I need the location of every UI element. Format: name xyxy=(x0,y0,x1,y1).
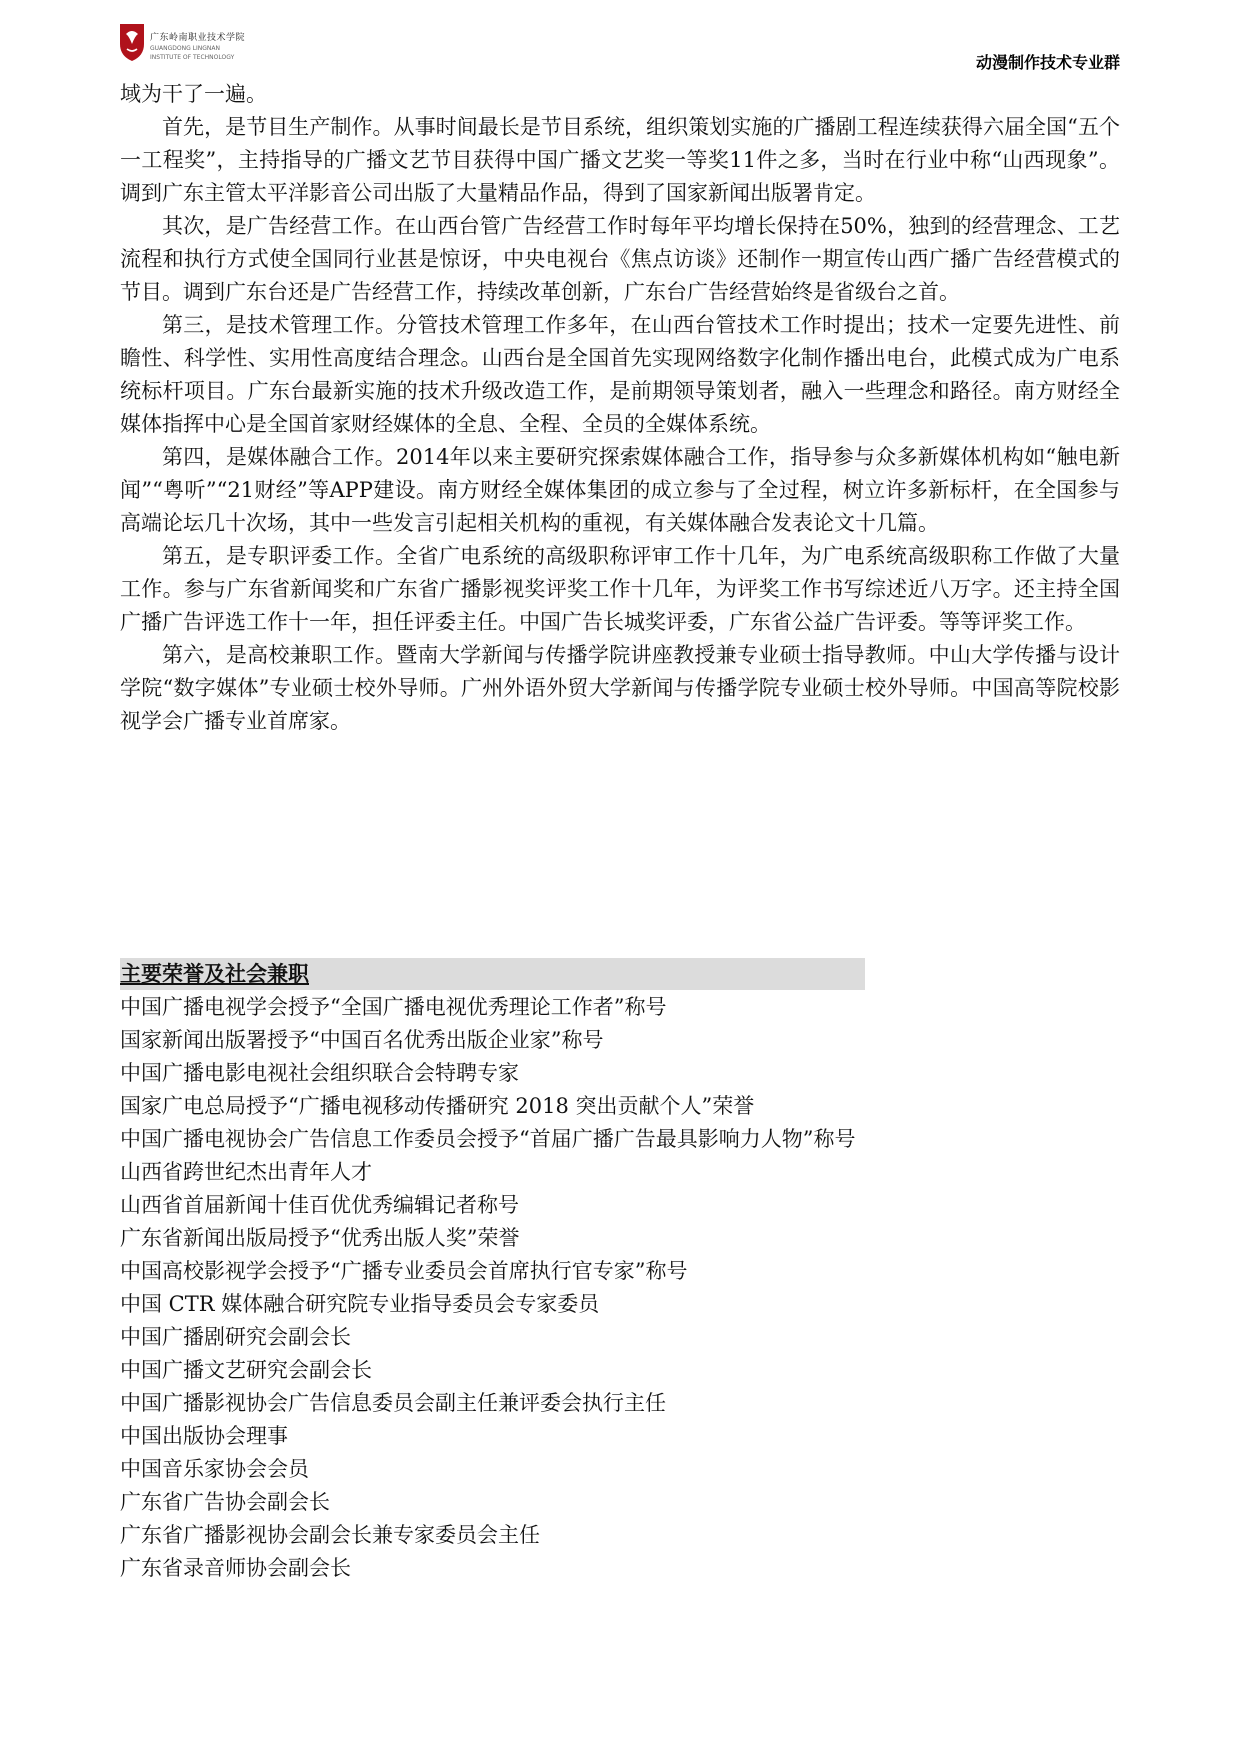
list-item: 中国广播影视协会广告信息委员会副主任兼评委会执行主任 xyxy=(120,1391,666,1415)
honors-heading-text: 主要荣誉及社会兼职 xyxy=(120,962,309,986)
list-item: 广东省广告协会副会长 xyxy=(120,1490,330,1514)
paragraph-continuation: 域为干了一遍。 xyxy=(120,82,267,106)
list-item: 广东省录音师协会副会长 xyxy=(120,1556,351,1580)
list-item: 山西省跨世纪杰出青年人才 xyxy=(120,1160,372,1184)
list-item: 国家新闻出版署授予“中国百名优秀出版企业家”称号 xyxy=(120,1028,604,1052)
header-title: 动漫制作技术专业群 xyxy=(975,53,1120,72)
list-item: 中国高校影视学会授予“广播专业委员会首席执行官专家”称号 xyxy=(120,1259,688,1283)
paragraph-university-positions: 第六，是高校兼职工作。暨南大学新闻与传播学院讲座教授兼专业硕士指导教师。中山大学传播与设计学院“数字媒体”专业硕士校外导师。广州外语外贸大学新闻与传播学院专业硕士校外导师。中国高等院校影视学会广播专业首席家。 xyxy=(120,643,1120,733)
list-item: 中国音乐家协会会员 xyxy=(120,1457,309,1481)
school-emblem-icon xyxy=(118,22,146,62)
list-item: 广东省新闻出版局授予“优秀出版人奖”荣誉 xyxy=(120,1226,520,1250)
list-item: 中国广播电影电视社会组织联合会特聘专家 xyxy=(120,1061,519,1085)
paragraph-program-production: 首先，是节目生产制作。从事时间最长是节目系统，组织策划实施的广播剧工程连续获得六届全国“五个一工程奖”，主持指导的广播文艺节目获得中国广播文艺奖一等奖11件之多，当时在行业中称“山西现象”。调到广东主管太平洋影音公司出版了大量精品作品，得到了国家新闻出版署肯定。 xyxy=(120,115,1120,205)
list-item: 中国广播电视协会广告信息工作委员会授予“首届广播广告最具影响力人物”称号 xyxy=(120,1127,856,1151)
list-item: 山西省首届新闻十佳百优优秀编辑记者称号 xyxy=(120,1193,519,1217)
list-item: 中国广播文艺研究会副会长 xyxy=(120,1358,372,1382)
list-item: 中国广播剧研究会副会长 xyxy=(120,1325,351,1349)
list-item: 广东省广播影视协会副会长兼专家委员会主任 xyxy=(120,1523,540,1547)
school-logo xyxy=(118,22,248,68)
list-item: 中国 CTR 媒体融合研究院专业指导委员会专家委员 xyxy=(120,1292,600,1316)
paragraph-advertising: 其次，是广告经营工作。在山西台管广告经营工作时每年平均增长保持在50%，独到的经营理念、工艺流程和执行方式使全国同行业甚是惊讶，中央电视台《焦点访谈》还制作一期宣传山西广播广告经营模式的节目。调到广东台还是广告经营工作，持续改革创新，广东台广告经营始终是省级台之首。 xyxy=(120,214,1120,304)
list-item: 国家广电总局授予“广播电视移动传播研究 2018 突出贡献个人”荣誉 xyxy=(120,1094,755,1118)
list-item: 中国广播电视学会授予“全国广播电视优秀理论工作者”称号 xyxy=(120,995,667,1019)
paragraph-judging: 第五，是专职评委工作。全省广电系统的高级职称评审工作十几年，为广电系统高级职称工作做了大量工作。参与广东省新闻奖和广东省广播影视奖评奖工作十几年，为评奖工作书写综述近八万字。还主持全国广播广告评选工作十一年，担任评委主任。中国广告长城奖评委，广东省公益广告评委。等等评奖工作。 xyxy=(120,544,1120,634)
school-name-en-line2: INSTITUTE OF TECHNOLOGY xyxy=(150,54,235,61)
honors-section-heading xyxy=(120,958,865,990)
list-item: 中国出版协会理事 xyxy=(120,1424,288,1448)
school-name-cn: 广东岭南职业技术学院 xyxy=(150,33,246,43)
paragraph-technical-management: 第三，是技术管理工作。分管技术管理工作多年，在山西台管技术工作时提出；技术一定要先进性、前瞻性、科学性、实用性高度结合理念。山西台是全国首先实现网络数字化制作播出电台，此模式成为广电系统标杆项目。广东台最新实施的技术升级改造工作，是前期领导策划者，融入一些理念和路径。南方财经全媒体指挥中心是全国首家财经媒体的全息、全程、全员的全媒体系统。 xyxy=(120,313,1120,436)
body-text xyxy=(120,78,1120,738)
honors-list xyxy=(120,991,855,1585)
paragraph-media-convergence: 第四，是媒体融合工作。2014年以来主要研究探索媒体融合工作，指导参与众多新媒体机构如“触电新闻”“粤听”“21财经”等APP建设。南方财经全媒体集团的成立参与了全过程，树立许多新标杆，在全国参与高端论坛几十次场，其中一些发言引起相关机构的重视，有关媒体融合发表论文十几篇。 xyxy=(120,445,1120,535)
school-name-en-line1: GUANGDONG LINGNAN xyxy=(150,45,221,52)
